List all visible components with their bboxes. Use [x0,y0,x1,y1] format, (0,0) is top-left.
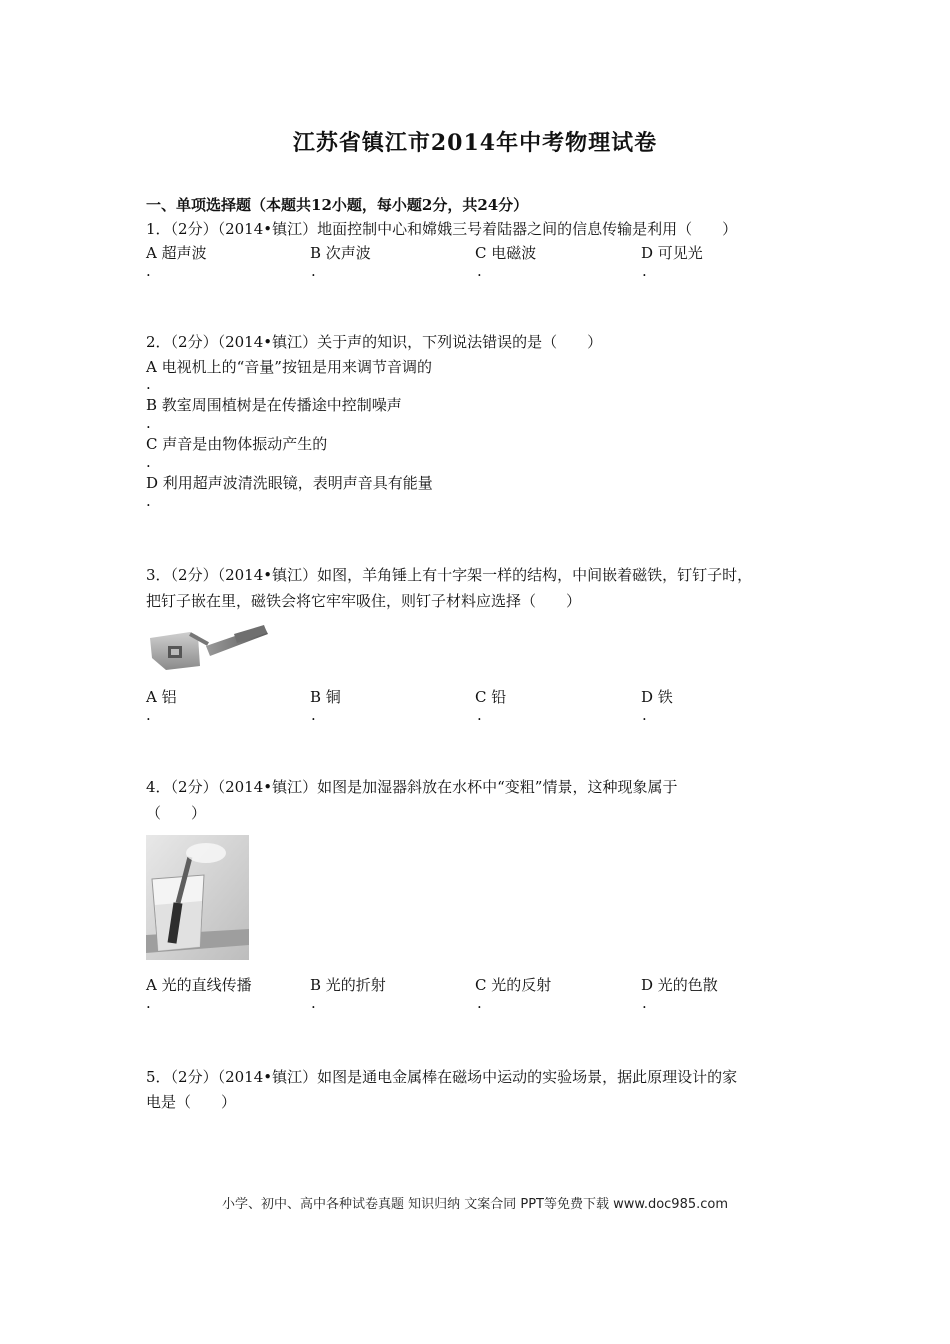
question-2-stem: 2．（2分）（2014•镇江）关于声的知识，下列说法错误的是（ ） [146,333,603,351]
q4-option-b: B 光的折射 [310,976,386,994]
question-4-stem-line2: （ ） [146,804,207,822]
humidifier-cup-image [146,835,249,960]
q4-dot-d: . [642,994,647,1012]
q1-option-a: A 超声波 [146,244,207,262]
q2-option-d: D 利用超声波清洗眼镜，表明声音具有能量 [146,474,433,492]
question-5-stem-line1: 5．（2分）（2014•镇江）如图是通电金属棒在磁场中运动的实验场景，据此原理设计的家 [146,1068,738,1086]
q2-option-b: B 教室周围植树是在传播途中控制噪声 [146,396,402,414]
q1-dot-d: . [642,262,647,280]
q3-dot-a: . [146,706,151,724]
q1-option-c: C 电磁波 [475,244,537,262]
q1-dot-b: . [311,262,316,280]
q3-dot-d: . [642,706,647,724]
q2-dot-a: . [146,375,151,393]
q4-dot-b: . [311,994,316,1012]
q3-option-c: C 铅 [475,688,507,706]
q2-option-a: A 电视机上的“音量”按钮是用来调节音调的 [146,358,432,376]
q2-dot-c: . [146,453,151,471]
q4-option-a: A 光的直线传播 [146,976,252,994]
question-4-stem-line1: 4．（2分）（2014•镇江）如图是加湿器斜放在水杯中“变粗”情景，这种现象属于 [146,778,678,796]
page-title: 江苏省镇江市2014年中考物理试卷 [292,130,658,156]
q3-dot-b: . [311,706,316,724]
q3-option-d: D 铁 [641,688,673,706]
q1-dot-a: . [146,262,151,280]
q1-dot-c: . [477,262,482,280]
question-3-stem-line1: 3．（2分）（2014•镇江）如图，羊角锤上有十字架一样的结构，中间嵌着磁铁，钉钉子时， [146,566,753,584]
question-1-stem: 1．（2分）（2014•镇江）地面控制中心和嫦娥三号着陆器之间的信息传输是利用（ ） [146,220,738,238]
question-5-stem-line2: 电是（ ） [146,1093,237,1111]
hammer-image [146,620,270,672]
question-3-stem-line2: 把钉子嵌在里，磁铁会将它牢牢吸住，则钉子材料应选择（ ） [146,592,582,610]
q4-dot-c: . [477,994,482,1012]
q1-option-d: D 可见光 [641,244,703,262]
q3-option-b: B 铜 [310,688,341,706]
q1-option-b: B 次声波 [310,244,371,262]
q3-option-a: A 铝 [146,688,177,706]
q4-option-d: D 光的色散 [641,976,718,994]
q4-option-c: C 光的反射 [475,976,552,994]
q3-dot-c: . [477,706,482,724]
q2-option-c: C 声音是由物体振动产生的 [146,435,328,453]
section-heading: 一、单项选择题（本题共12小题，每小题2分，共24分） [146,196,529,214]
page-footer: 小学、初中、高中各种试卷真题 知识归纳 文案合同 PPT等免费下载 www.doc985.com [221,1197,729,1212]
q2-dot-d: . [146,492,151,510]
q4-dot-a: . [146,994,151,1012]
q2-dot-b: . [146,414,151,432]
